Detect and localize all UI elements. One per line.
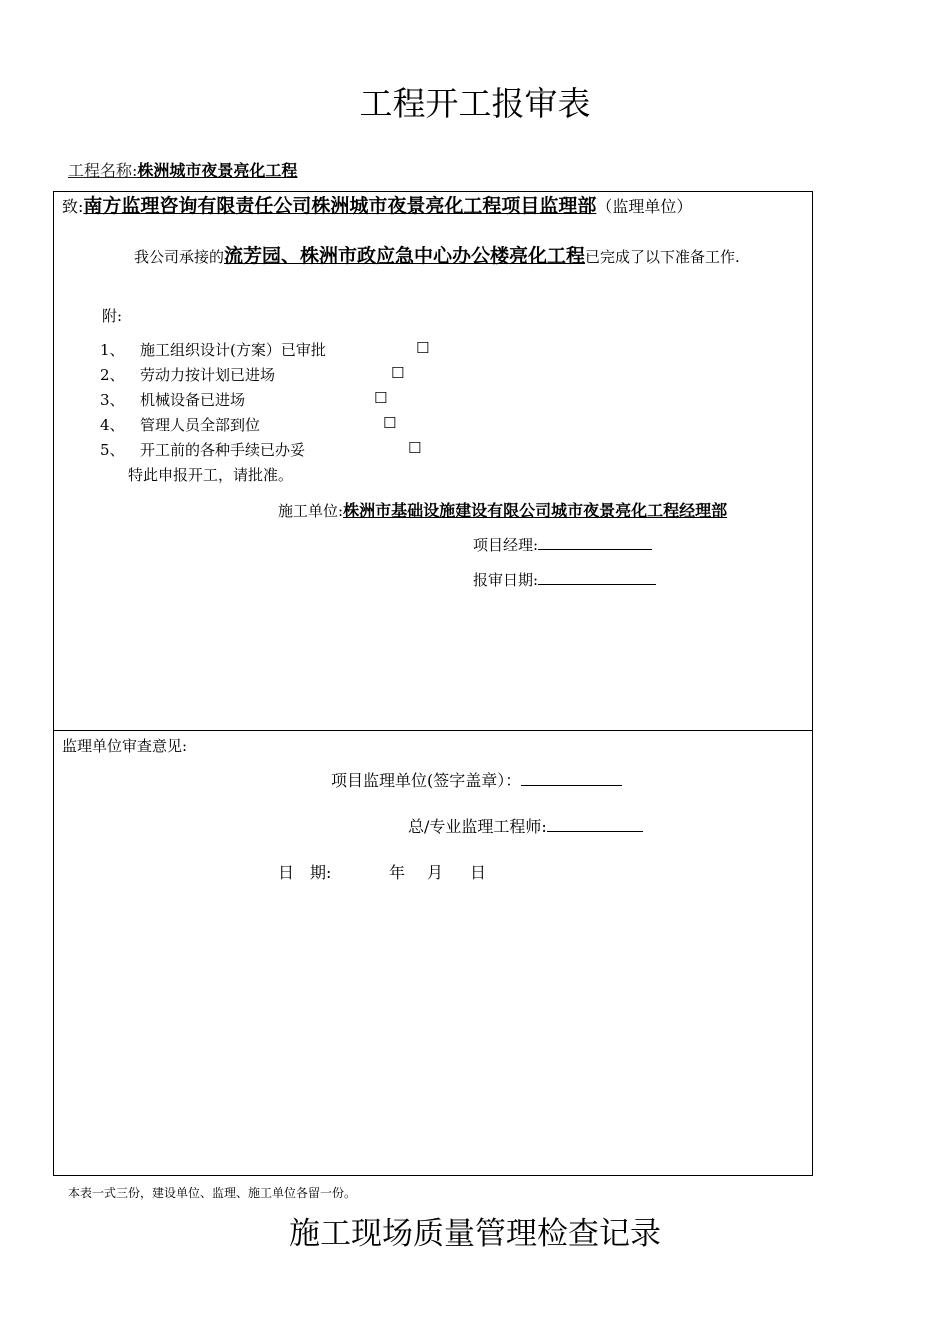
supervisor-unit-signature-field[interactable]: [521, 771, 622, 786]
supervisor-unit-line: [331, 768, 622, 791]
statement-project: 流芳园、株洲市政应急中心办公楼亮化工程: [224, 245, 586, 267]
attachment-label: 附:: [102, 307, 123, 325]
checklist-text: 开工前的各种手续已办妥: [140, 441, 306, 459]
checklist-text: 施工组织设计(方案）已审批: [140, 341, 326, 359]
project-manager-label: 项目经理:: [473, 536, 539, 554]
contractor-label: 施工单位:: [278, 502, 344, 520]
addressee-label: 致:: [62, 197, 84, 216]
addressee-value: 南方监理咨询有限责任公司株洲城市夜景亮化工程项目监理部: [83, 195, 597, 217]
request-text: 特此申报开工，请批准。: [128, 466, 294, 484]
contractor-line: [278, 498, 727, 521]
addressee-suffix: （监理单位）: [596, 197, 693, 216]
statement-suffix: 已完成了以下准备工作.: [585, 248, 740, 266]
review-date-day: 日: [470, 863, 487, 882]
form-title: 工程开工报审表: [359, 84, 591, 123]
project-name-value: 株洲城市夜景亮化工程: [137, 161, 298, 180]
checklist-num: 4、: [100, 416, 125, 434]
review-date-month: 月: [427, 863, 444, 882]
checklist-num: 5、: [100, 441, 125, 459]
footer-note: 本表一式三份，建设单位、监理、施工单位各留一份。: [68, 1186, 357, 1200]
project-name-line: [68, 158, 297, 181]
section-divider: [53, 730, 813, 731]
addressee-line: [62, 194, 807, 219]
statement-paragraph: [80, 244, 807, 269]
engineer-line: [408, 814, 643, 837]
submit-date-field[interactable]: [538, 570, 656, 585]
checkbox[interactable]: ☐: [383, 414, 397, 432]
checklist-text: 机械设备已进场: [140, 391, 246, 409]
review-opinion-label: 监理单位审查意见:: [62, 737, 188, 755]
review-date-year: 年: [389, 863, 406, 882]
checkbox[interactable]: ☐: [391, 364, 405, 382]
statement-prefix: 我公司承接的: [134, 248, 225, 266]
checkbox[interactable]: ☐: [416, 339, 430, 357]
checkbox[interactable]: ☐: [374, 389, 388, 407]
engineer-label: 总/专业监理工程师:: [408, 817, 547, 836]
engineer-signature-field[interactable]: [547, 817, 643, 832]
submit-date-label: 报审日期:: [473, 571, 539, 589]
contractor-value: 株洲市基础设施建设有限公司城市夜景亮化工程经理部: [343, 501, 728, 520]
checklist-num: 1、: [100, 341, 125, 359]
project-name-label: 工程名称:: [68, 161, 138, 180]
supervisor-unit-label: 项目监理单位(签字盖章）：: [331, 771, 522, 790]
checklist-num: 3、: [100, 391, 125, 409]
checklist-num: 2、: [100, 366, 125, 384]
checklist-text: 管理人员全部到位: [140, 416, 261, 434]
next-form-title: 施工现场质量管理检查记录: [289, 1216, 661, 1252]
review-date-label: 日 期:: [278, 863, 332, 882]
submit-date-line: [473, 569, 656, 590]
project-manager-line: [473, 534, 652, 555]
checkbox[interactable]: ☐: [408, 439, 422, 457]
checklist-text: 劳动力按计划已进场: [140, 366, 276, 384]
project-manager-signature-field[interactable]: [538, 535, 652, 550]
